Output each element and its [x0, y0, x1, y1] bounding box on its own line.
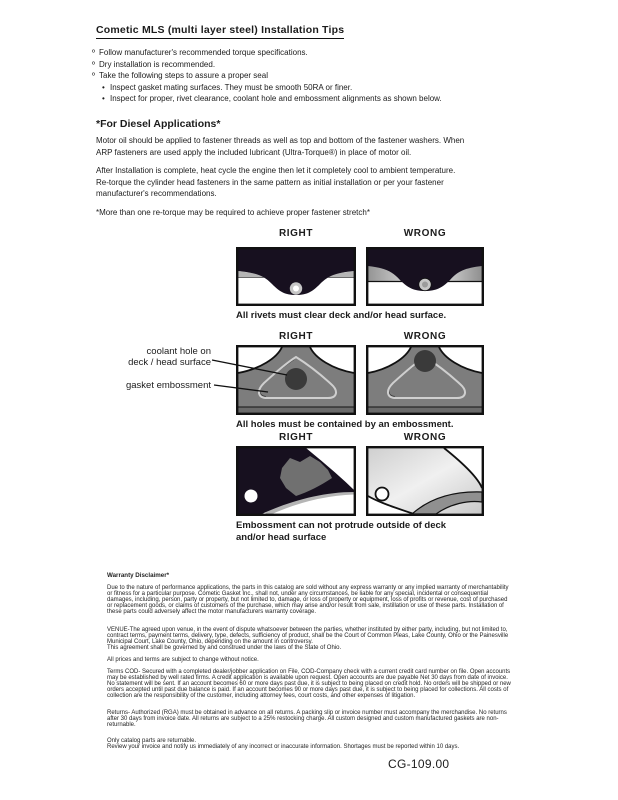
page-number: CG-109.00 — [388, 757, 450, 771]
diagram-pair-rivets — [236, 228, 484, 322]
coolant-hole-label: coolant hole on deck / head surface — [128, 346, 211, 368]
diagram-protrusion-wrong — [366, 446, 484, 516]
warranty-disclaimer-heading: Warranty Disclaimer* — [107, 572, 170, 579]
right-label: RIGHT — [278, 228, 314, 239]
tip-text: Inspect for proper, rivet clearance, coolant hole and embossment alignments as shown below. — [110, 94, 442, 104]
tip-item — [92, 59, 522, 71]
tip-subitem — [102, 93, 522, 105]
terms-paragraph: Terms COD- Secured with a completed dealer/jobber application on File, COD-Company check with a current credit card number on file. Open accounts may be established by well rated firms. A credit application is available upon request. Open accounts are due payable Net 30 days from date of invoice. No statement will be sent. If an account becomes 60 or more days past due, it is subject to being placed on credit hold. No orders will be shipped or new orders accepted until past due balance is paid. If an account becomes 90 or more days past due, it is subject to being placed for collections. All costs of collection are the responsibility of the customer, including attorney fees, court costs, and other expenses of litigation. — [107, 669, 511, 700]
wrong-label: WRONG — [403, 228, 447, 239]
caption-protrusion: Embossment can not protrude outside of deck and/or head surface — [236, 520, 447, 543]
right-label: RIGHT — [278, 432, 314, 443]
venue-paragraph: VENUE-The agreed upon venue, in the event of dispute whatsoever between the parties, whether instituted by either party, including, but not limited to, contract terms, payment terms, delivery, type, defects, sufficiency of product, shall be the Court of Common Pleas, Lake County, Ohio or the Painesville Municipal Court, Lake County, Ohio, depending on the amount in controversy. — [107, 626, 509, 645]
page-title: Cometic MLS (multi layer steel) Installation Tips — [96, 24, 344, 39]
tips-list — [92, 47, 522, 105]
diesel-paragraph-1: Motor oil should be applied to fastener threads as well as top and bottom of the fastener washers. When ARP fasteners are used apply the included lubricant (Ultra-Torque®) in place of motor oil. — [96, 136, 465, 157]
retorque-note: *More than one re-torque may be required to achieve proper fastener stretch* — [96, 208, 370, 217]
caption-rivets: All rivets must clear deck and/or head surface. — [236, 310, 447, 321]
caption-holes: All holes must be contained by an embossment. — [236, 419, 454, 430]
returns-paragraph: Returns- Authorized (RGA) must be obtained in advance on all returns. A packing slip or invoice number must accompany the merchandise. No returns after 30 days from invoice date. All returns are subject to a 25% restocking charge. All custom designed and custom manufactured gaskets are non-returnable. — [107, 709, 507, 728]
only-catalog-line: Only catalog parts are returnable. — [107, 737, 197, 744]
tip-text: Dry installation is recommended. — [99, 59, 216, 69]
legal-section — [107, 573, 513, 750]
hollow-bullet-icon: º — [92, 71, 95, 81]
gasket-embossment-label: gasket embossment — [125, 380, 211, 391]
tip-text: Follow manufacturer's recommended torque specifications. — [99, 48, 308, 57]
tip-item — [92, 47, 522, 59]
hollow-bullet-icon: º — [92, 59, 95, 69]
prices-line: All prices and terms are subject to change without notice. — [107, 656, 259, 663]
warranty-paragraph: Due to the nature of performance applications, the parts in this catalog are sold without any express warranty or any implied warranty of merchantability or fitness for a particular purpose. Cometic Gasket Inc., shall not, under any circumstances, be liable for any special, incidental or consequential damages, including, person, party or property, but not limited to, damage, or loss of property or equipment, loss of profits or revenue, cost of purchased or replacement goods, or claims of customers of the purchase, which may arise and/or result from sale, instillation or use of these parts. Installation of these parts could adversely affect the motor manufacturers warranty coverage. — [107, 585, 509, 616]
diesel-heading: *For Diesel Applications* — [96, 118, 221, 130]
bullet-icon: • — [102, 82, 105, 92]
diesel-paragraph-2: After Installation is complete, heat cycle the engine then let it completely cool to ambient temperature. Re-torque the cylinder head fasteners in the same pattern as initial installation or per your fastener manufacturer's recommendations. — [96, 166, 456, 199]
tip-subitem — [102, 82, 522, 94]
diagram-pair-protrusion — [236, 432, 484, 543]
tip-text: Take the following steps to assure a proper seal — [99, 71, 268, 81]
right-label: RIGHT — [278, 331, 314, 342]
wrong-label: WRONG — [403, 331, 447, 342]
diagram-rivet-right — [236, 247, 356, 306]
hollow-bullet-icon: º — [92, 48, 95, 57]
tip-item — [92, 70, 522, 82]
diagram-rivet-wrong — [366, 247, 484, 306]
tip-text: Inspect gasket mating surfaces. They must be smooth 50RA or finer. — [110, 82, 353, 92]
bullet-icon: • — [102, 94, 105, 104]
diagram-hole-wrong — [366, 345, 484, 415]
diagram-protrusion-right — [236, 446, 356, 516]
review-invoice-line: Review your invoice and notify us immediately of any incorrect or inaccurate information. Shortages must be reported within 10 days. — [107, 743, 460, 750]
governed-line: This agreement shall be governed by and construed under the laws of the State of Ohio. — [107, 644, 342, 651]
wrong-label: WRONG — [403, 432, 447, 443]
callout-leader-lines — [118, 340, 298, 402]
